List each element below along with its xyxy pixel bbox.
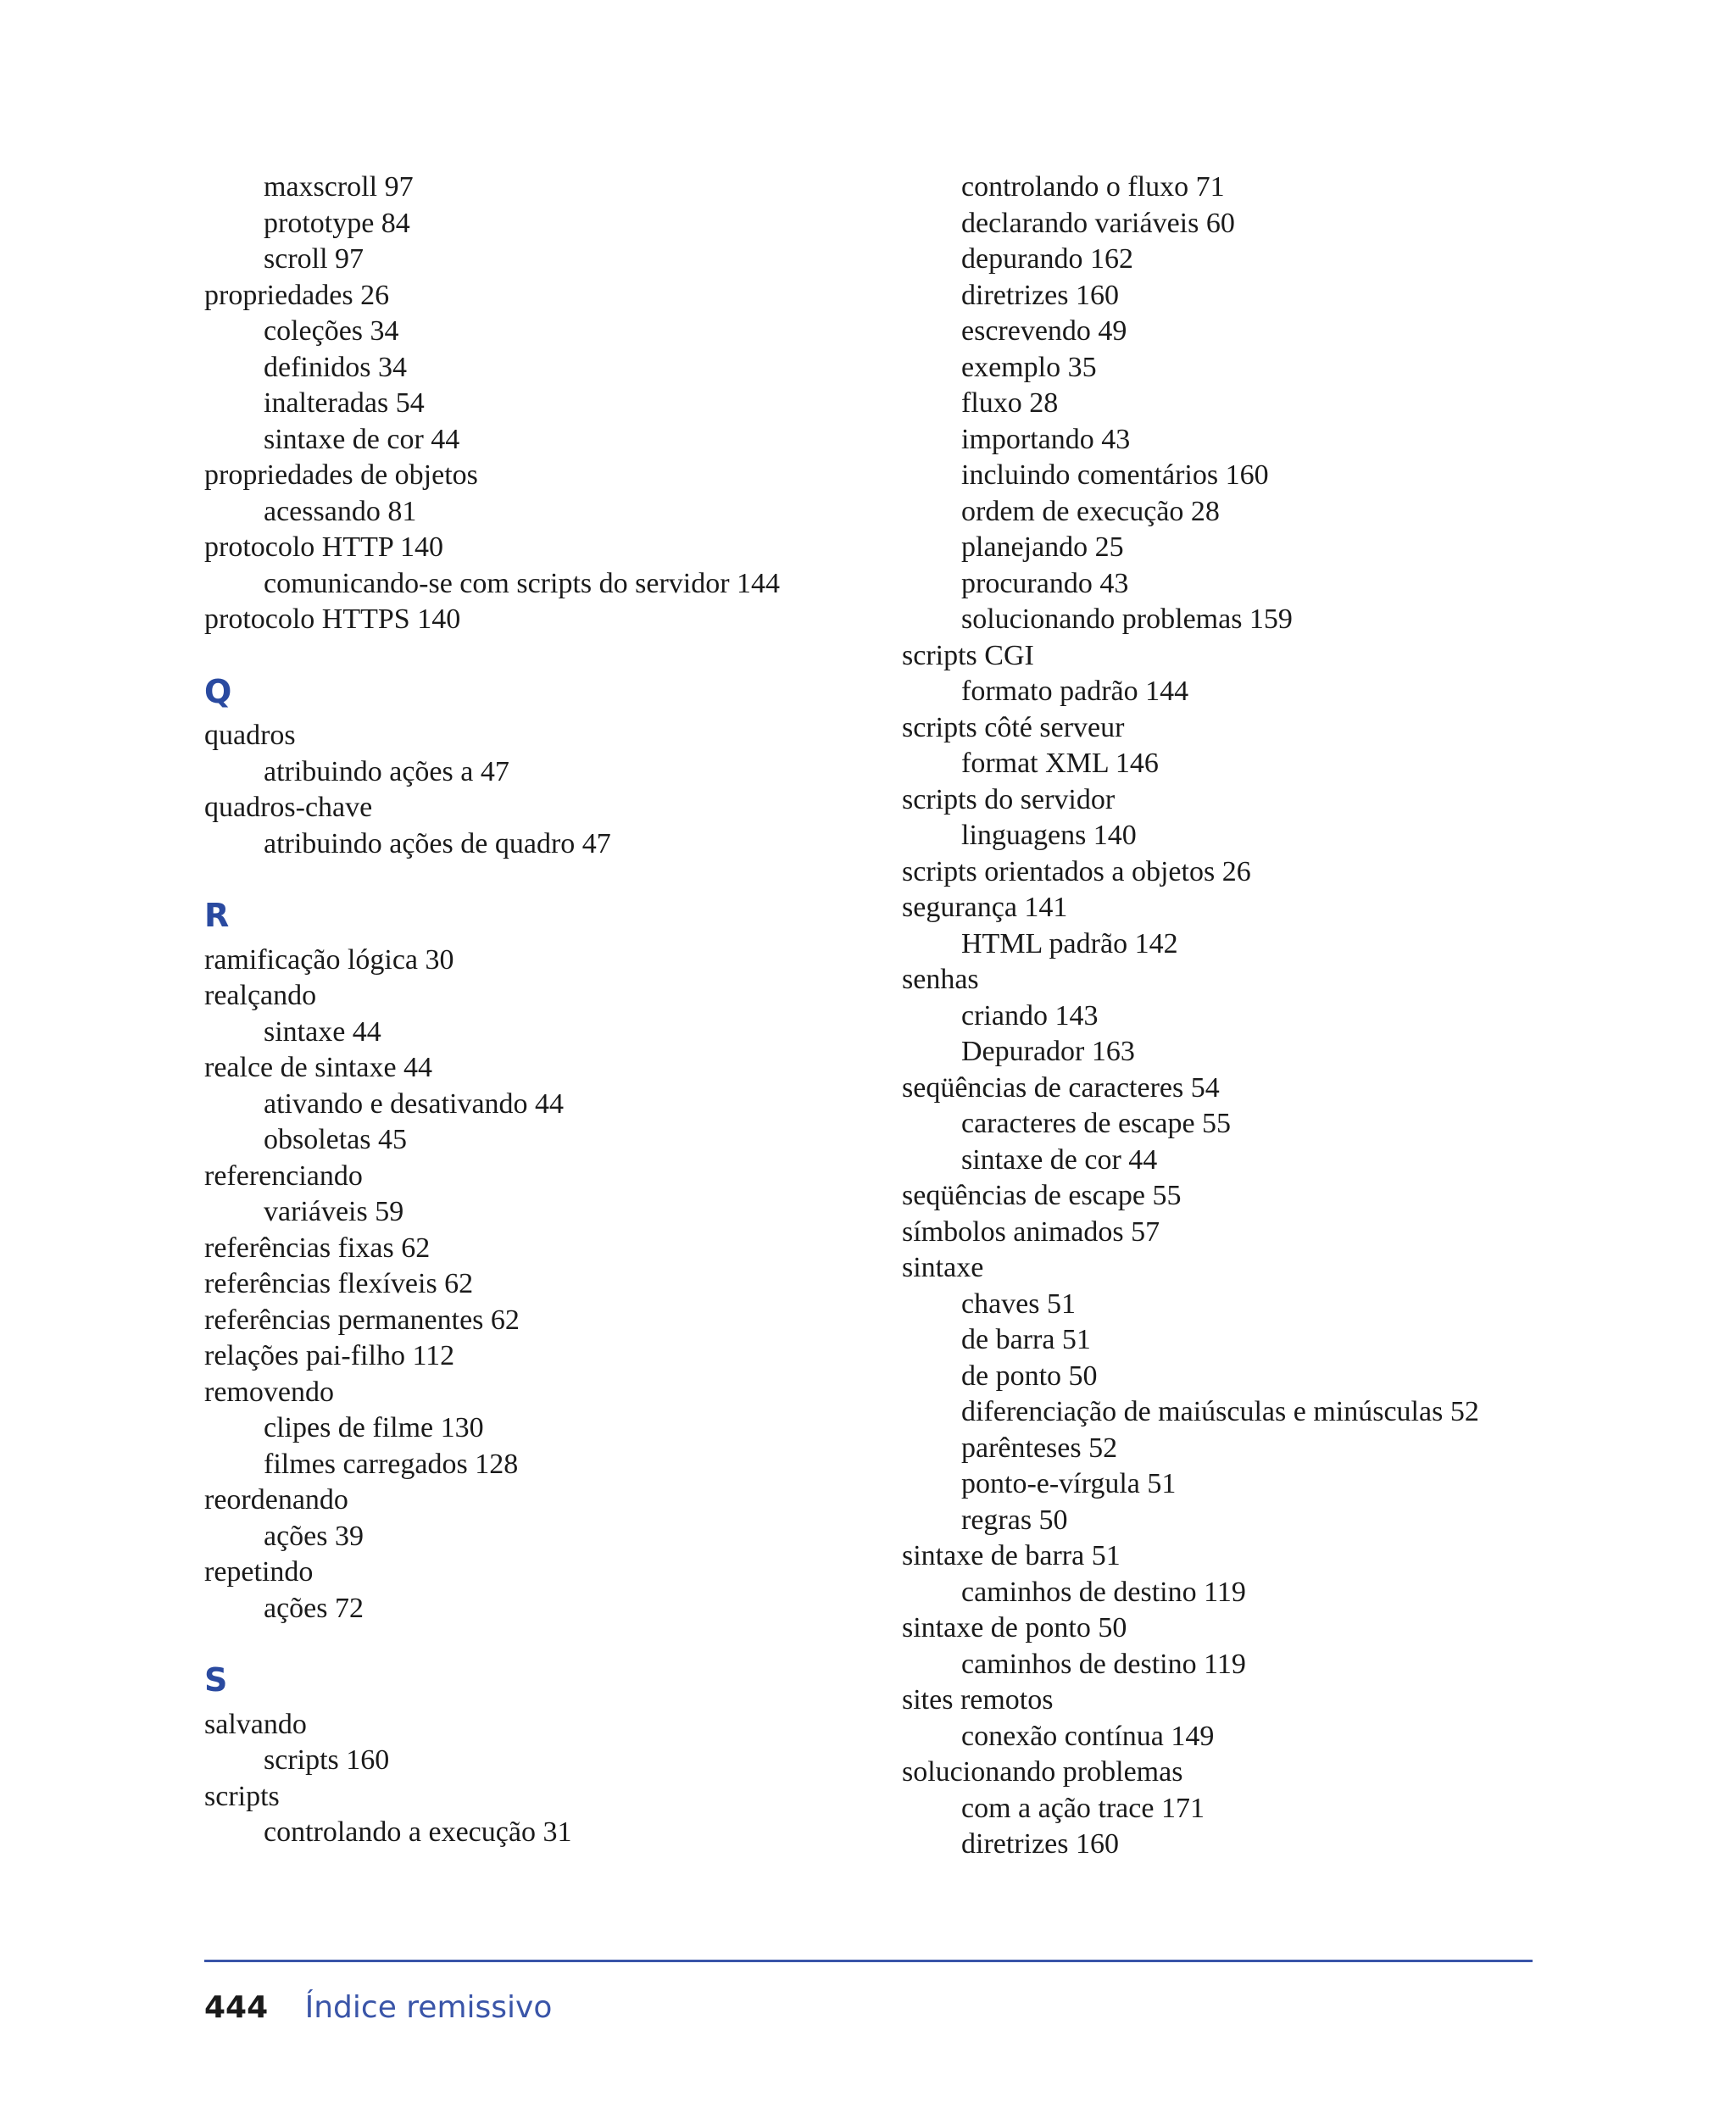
index-subentry: diferenciação de maiúsculas e minúsculas 52 bbox=[961, 1396, 1479, 1427]
index-entry: referências permanentes 62 bbox=[204, 1304, 520, 1336]
index-entry: senhas bbox=[902, 964, 979, 995]
index-entry: repetindo bbox=[204, 1556, 314, 1588]
index-letter-heading: Q bbox=[204, 672, 233, 710]
index-column-left bbox=[204, 170, 882, 1851]
page-footer bbox=[204, 1990, 552, 2025]
index-subentry: HTML padrão 142 bbox=[961, 927, 1178, 959]
index-subentry: regras 50 bbox=[961, 1504, 1068, 1536]
index-subentry: procurando 43 bbox=[961, 567, 1129, 599]
index-entry: protocolo HTTP 140 bbox=[204, 531, 444, 563]
index-entry: scripts CGI bbox=[902, 639, 1034, 671]
index-subentry: sintaxe 44 bbox=[264, 1015, 381, 1048]
page-number: 444 bbox=[204, 1990, 269, 2025]
index-entry: removendo bbox=[204, 1376, 334, 1408]
index-subentry: obsoletas 45 bbox=[264, 1124, 408, 1155]
index-entry: solucionando problemas bbox=[902, 1756, 1183, 1788]
index-subentry: inalteradas 54 bbox=[264, 387, 425, 419]
index-subentry: de ponto 50 bbox=[961, 1360, 1098, 1392]
index-subentry: solucionando problemas 159 bbox=[961, 603, 1293, 635]
index-entry: quadros bbox=[204, 720, 296, 751]
index-letter-heading: R bbox=[204, 897, 231, 934]
index-subentry: diretrizes 160 bbox=[961, 279, 1119, 311]
index-letter-heading: S bbox=[204, 1661, 229, 1699]
index-subentry: controlando o fluxo 71 bbox=[961, 171, 1225, 203]
index-entry: sites remotos bbox=[902, 1684, 1054, 1716]
index-subentry: format XML 146 bbox=[961, 748, 1159, 779]
index-subentry: caminhos de destino 119 bbox=[961, 1576, 1246, 1608]
index-subentry: com a ação trace 171 bbox=[961, 1792, 1205, 1824]
index-subentry: conexão contínua 149 bbox=[961, 1720, 1215, 1752]
index-subentry: parênteses 52 bbox=[961, 1432, 1118, 1464]
index-subentry: depurando 162 bbox=[961, 243, 1134, 275]
index-subentry: importando 43 bbox=[961, 423, 1131, 455]
index-entry: propriedades de objetos bbox=[204, 459, 478, 491]
index-entry: sintaxe de barra 51 bbox=[902, 1540, 1121, 1571]
index-entry: sintaxe bbox=[902, 1252, 984, 1283]
index-subentry: fluxo 28 bbox=[961, 387, 1059, 419]
index-subentry: formato padrão 144 bbox=[961, 676, 1189, 707]
index-entry: sintaxe de ponto 50 bbox=[902, 1612, 1127, 1643]
index-entry: referências flexíveis 62 bbox=[204, 1268, 474, 1299]
index-entry: realçando bbox=[204, 980, 317, 1011]
index-subentry: planejando 25 bbox=[961, 531, 1124, 563]
index-subentry: atribuindo ações de quadro 47 bbox=[264, 827, 611, 859]
index-subentry: ações 39 bbox=[264, 1520, 364, 1552]
index-entry: scripts orientados a objetos 26 bbox=[902, 855, 1251, 887]
index-subentry: incluindo comentários 160 bbox=[961, 459, 1269, 491]
index-entry: ramificação lógica 30 bbox=[204, 943, 454, 976]
index-subentry: variáveis 59 bbox=[264, 1196, 404, 1227]
index-subentry: criando 143 bbox=[961, 999, 1099, 1032]
index-subentry: controlando a execução 31 bbox=[264, 1816, 572, 1848]
index-subentry: Depurador 163 bbox=[961, 1036, 1135, 1067]
index-subentry: scroll 97 bbox=[264, 243, 364, 275]
index-subentry: linguagens 140 bbox=[961, 820, 1137, 851]
index-entry: reordenando bbox=[204, 1484, 348, 1516]
footer-divider bbox=[204, 1960, 1533, 1962]
index-subentry: chaves 51 bbox=[961, 1288, 1077, 1320]
index-entry: realce de sintaxe 44 bbox=[204, 1052, 433, 1083]
index-subentry: comunicando-se com scripts do servidor 144 bbox=[264, 567, 781, 599]
index-subentry: sintaxe de cor 44 bbox=[961, 1143, 1158, 1176]
index-entry: seqüências de escape 55 bbox=[902, 1180, 1182, 1211]
index-entry: propriedades 26 bbox=[204, 279, 390, 311]
index-entry: salvando bbox=[204, 1708, 307, 1740]
index-subentry: declarando variáveis 60 bbox=[961, 207, 1235, 239]
index-entry: quadros-chave bbox=[204, 792, 373, 823]
index-entry: símbolos animados 57 bbox=[902, 1215, 1160, 1248]
index-entry: scripts do servidor bbox=[902, 783, 1116, 815]
index-subentry: definidos 34 bbox=[264, 351, 408, 383]
index-subentry: clipes de filme 130 bbox=[264, 1412, 484, 1443]
index-subentry: exemplo 35 bbox=[961, 351, 1097, 383]
index-entry: protocolo HTTPS 140 bbox=[204, 603, 461, 635]
index-subentry: scripts 160 bbox=[264, 1744, 390, 1776]
index-subentry: sintaxe de cor 44 bbox=[264, 423, 460, 455]
index-subentry: ordem de execução 28 bbox=[961, 495, 1220, 527]
index-subentry: caminhos de destino 119 bbox=[961, 1648, 1246, 1680]
index-column-right bbox=[902, 170, 1665, 1863]
index-subentry: diretrizes 160 bbox=[961, 1828, 1119, 1860]
index-entry: seqüências de caracteres 54 bbox=[902, 1071, 1220, 1104]
index-subentry: maxscroll 97 bbox=[264, 171, 414, 203]
index-subentry: ponto-e-vírgula 51 bbox=[961, 1468, 1177, 1499]
index-entry: referenciando bbox=[204, 1160, 363, 1192]
index-subentry: de barra 51 bbox=[961, 1324, 1091, 1355]
index-subentry: prototype 84 bbox=[264, 207, 410, 239]
index-subentry: ativando e desativando 44 bbox=[264, 1087, 565, 1120]
index-entry: relações pai-filho 112 bbox=[204, 1340, 455, 1371]
section-title: Índice remissivo bbox=[304, 1990, 553, 2025]
index-entry: scripts bbox=[204, 1780, 280, 1812]
index-subentry: coleções 34 bbox=[264, 315, 399, 347]
index-entry: scripts côté serveur bbox=[902, 711, 1125, 743]
index-subentry: escrevendo 49 bbox=[961, 315, 1127, 347]
index-subentry: filmes carregados 128 bbox=[264, 1448, 519, 1480]
index-subentry: atribuindo ações a 47 bbox=[264, 755, 509, 787]
index-entry: segurança 141 bbox=[902, 892, 1068, 923]
index-subentry: acessando 81 bbox=[264, 495, 417, 527]
index-entry: referências fixas 62 bbox=[204, 1232, 431, 1264]
index-subentry: ações 72 bbox=[264, 1592, 364, 1624]
index-subentry: caracteres de escape 55 bbox=[961, 1108, 1232, 1139]
